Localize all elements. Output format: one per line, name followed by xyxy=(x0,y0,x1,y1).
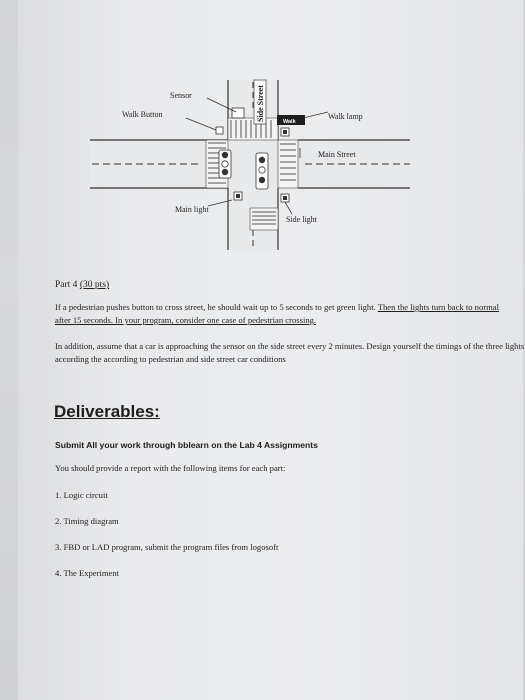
walk-button-box xyxy=(216,127,223,134)
sensor-label: Sensor xyxy=(170,91,192,100)
main-light-label: Main light xyxy=(175,205,209,214)
list-item: 4. The Experiment xyxy=(55,568,120,578)
list-item: 3. FBD or LAD program, submit the program files from logosoft xyxy=(55,542,279,552)
side-traffic-light-icon xyxy=(256,153,268,189)
side-light-label: Side light xyxy=(286,215,317,224)
list-item: 1. Logic circuit xyxy=(55,490,108,500)
intersection-diagram xyxy=(0,0,525,260)
crosswalk-right xyxy=(278,140,298,188)
part4-title: Part 4 xyxy=(55,280,78,290)
deliverables-heading: Deliverables: xyxy=(54,402,160,421)
side-street-label: Side Street xyxy=(256,85,265,122)
walk-lamp-label: Walk lamp xyxy=(328,112,363,121)
walk-button-label: Walk Button xyxy=(122,110,163,119)
crosswalk-bottom xyxy=(250,208,278,230)
sensor-box xyxy=(232,108,244,118)
part4-points: (30 pts) xyxy=(79,280,110,290)
report-instructions: You should provide a report with the following items for each part: xyxy=(55,463,286,473)
part4-paragraph-1 xyxy=(55,301,515,327)
part4-paragraph-2: In addition, assume that a car is approaching the sensor on the side street every 2 minutes. Design yourself the timings of the three lights according the according to pedestrian and side street car conditions xyxy=(55,341,525,364)
main-traffic-light-icon xyxy=(219,150,231,178)
crosswalk-top xyxy=(228,118,278,140)
submit-instructions: Submit All your work through bblearn on the Lab 4 Assignments xyxy=(55,440,318,450)
list-item: 2. Timing diagram xyxy=(55,516,119,526)
part4-para1-a: If a pedestrian pushes button to cross street, he should wait up to 5 seconds to get green light. xyxy=(55,302,378,312)
part4-heading xyxy=(55,280,109,290)
main-street-label: Main Street xyxy=(318,150,356,159)
walk-sign-text: Walk xyxy=(283,119,296,125)
part4-para1-b: Then the lights turn back to normal after 15 seconds. In your program, consider one case of pedestrian crossing. xyxy=(55,302,500,325)
